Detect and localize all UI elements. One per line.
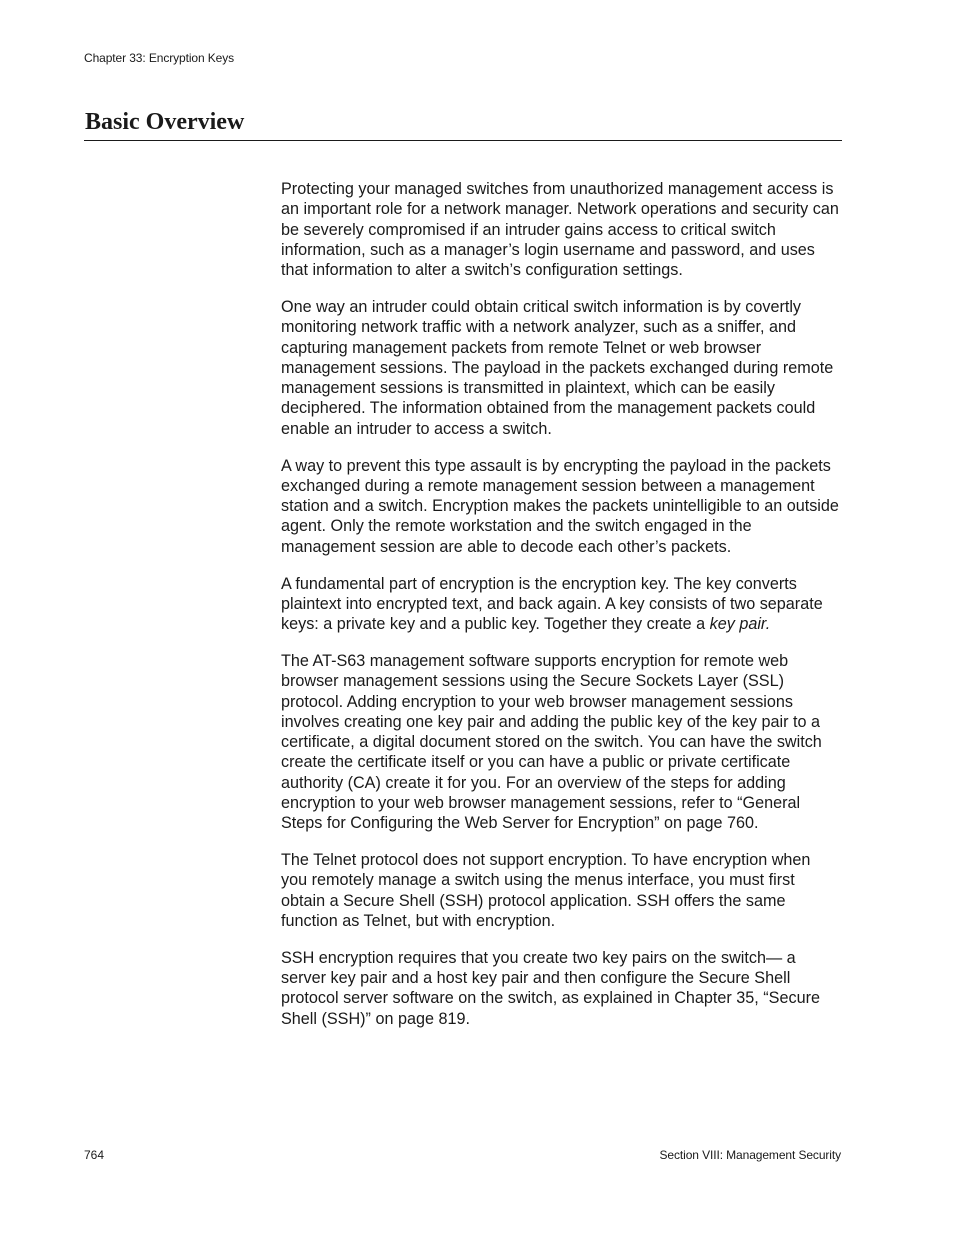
footer-section-title: Section VIII: Management Security xyxy=(659,1148,841,1162)
heading-rule xyxy=(84,140,842,141)
paragraph-2: One way an intruder could obtain critical switch information is by covertly monitoring network traffic with a network analyzer, such as a sniffer, and capturing management packets from remote Telnet or web browser management sessions. The payload in the packets exchanged during remote management sessions is transmitted in plaintext, which can be easily deciphered. The information obtained from the management packets could enable an intruder to access a switch. xyxy=(281,297,834,438)
paragraph-3: A way to prevent this type assault is by encrypting the payload in the packets exchanged during a remote management session between a management station and a switch. Encryption makes the packets unintelligible to an outside agent. Only the remote workstation and the switch engaged in the management session are able to decode each other’s packets. xyxy=(281,456,839,556)
paragraph-7: SSH encryption requires that you create two key pairs on the switch— a server key pair and a host key pair and then configure the Secure Shell protocol server software on the switch, as explained in Chapter 35, “Secure Shell (SSH)” on page 819. xyxy=(281,948,820,1028)
key-pair-term: key pair. xyxy=(709,615,771,634)
paragraph-5 xyxy=(281,651,841,834)
paragraph-4-text: A fundamental part of encryption is the encryption key. The key converts plaintext into encrypted text, and back again. A key consists of two separate keys: a private key and a public key. Together they create a xyxy=(281,574,823,634)
paragraph-1: Protecting your managed switches from unauthorized management access is an important role for a network manager. Network operations and security can be severely compromised if an intruder gains access to critical switch information, such as a manager’s login username and password, and uses that information to alter a switch’s configuration settings. xyxy=(281,180,839,280)
paragraph-5-text: The AT-S63 management software supports encryption for remote web browser management sessions using the Secure Sockets Layer (SSL) protocol. Adding encryption to your web browser management sessions involves creating one key pair and adding the public key of the key pair to a certificate, a digital document stored on the switch. You can have the switch create the certificate itself or you can have a public or private certificate authority (CA) create it for you. For an overview of the steps for adding encryption to your web browser management sessions, refer to “General Steps for Configuring the Web Server for Encryption” on xyxy=(281,651,822,833)
section-title: Basic Overview xyxy=(85,109,245,135)
paragraph-4 xyxy=(281,574,841,635)
page-number: 764 xyxy=(84,1148,105,1162)
running-head: Chapter 33: Encryption Keys xyxy=(84,51,235,65)
paragraph-6: The Telnet protocol does not support encryption. To have encryption when you remotely manage a switch using the menus interface, you must first obtain a Secure Shell (SSH) protocol application. SSH offers the same function as Telnet, but with encryption. xyxy=(281,851,811,930)
paragraph-5-end: . xyxy=(754,814,759,833)
page-reference-link[interactable]: page 760 xyxy=(686,814,755,833)
body-text xyxy=(281,179,841,1029)
